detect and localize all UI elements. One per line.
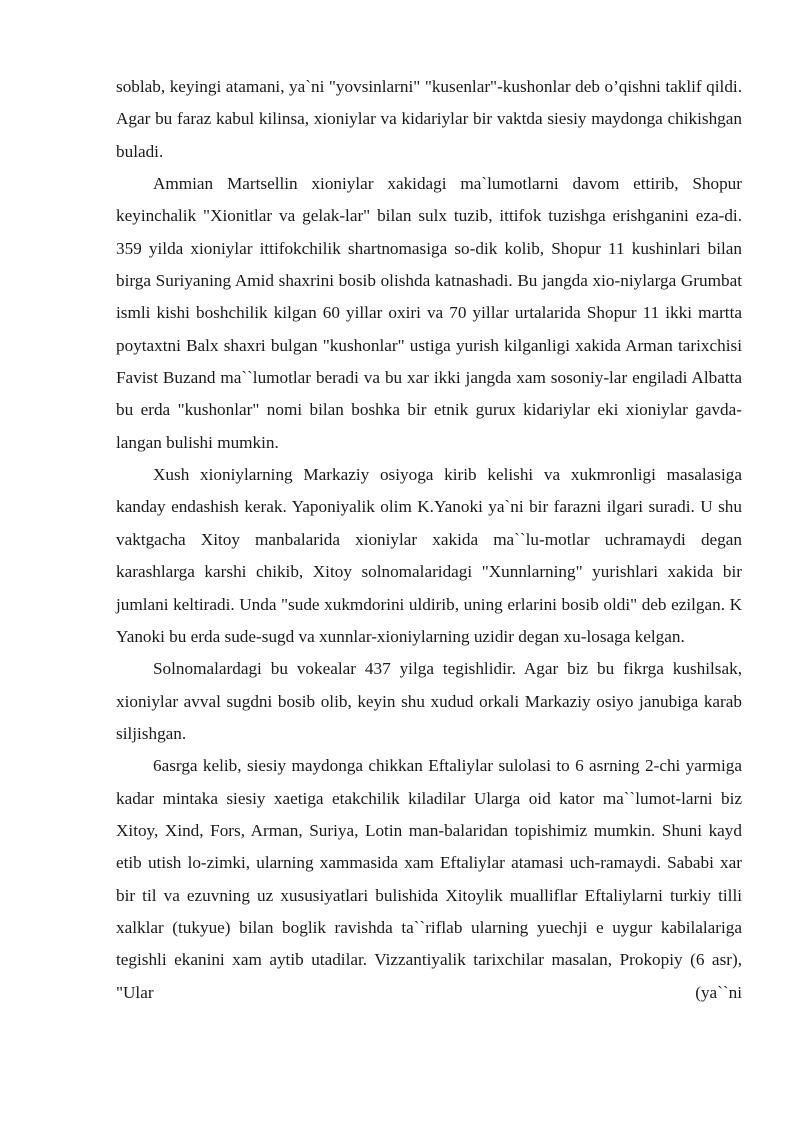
paragraph-3: Xush xioniylarning Markaziy osiyoga kirib kelishi va xukmronligi masalasiga kanday endashish kerak. Yaponiyalik olim K.Yanoki ya`ni bir farazni ilgari suradi. U shu vaktgacha Xitoy manbalarida xioniylar xakida ma``lu-motlar uchramaydi degan karashlarga karshi chikib, Xitoy solnomalaridagi "Xunnlarning" yurishlari xakida bir jumlani keltiradi. Unda "sude xukmdorini uldirib, uning erlarini bosib oldi" deb ezilgan. K Yanoki bu erda sude-sugd va xunnlar-xioniylarning uzidir degan xu-losaga kelgan. xyxy=(116,465,742,646)
paragraph-5: 6asrga kelib, siesiy maydonga chikkan Eftaliylar sulolasi to 6 asrning 2-chi yarmiga kadar mintaka siesiy xaetiga etakchilik kiladilar Ularga oid kator ma``lumot-larni biz Xitoy, Xind, Fors, Arman, Suriya, Lotin man-balaridan topishimiz mumkin. Shuni kayd etib utish lo-zimki, ularning xammasida xam Eftaliylar atamasi uch-ramaydi. Sababi xar bir til va ezuvning uz xususiyatlari bulishida Xitoylik mualliflar Eftaliylarni turkiy tilli xalklar (tukyue) bilan boglik ravishda ta``riflab ularning yuechji e uygur kabilalariga tegishli ekanini xam aytib utadilar. Vizzantiyalik tarixchilar masalan, Prokopiy (6 asr), "Ular (ya``ni xyxy=(116,756,742,1002)
paragraph-4: Solnomalardagi bu vokealar 437 yilga tegishlidir. Agar biz bu fikrga kushilsak, xioniylar avval sugdni bosib olib, keyin shu xudud orkali Markaziy osiyo janubiga karab siljishgan. xyxy=(116,659,742,743)
paragraph-2: Ammian Martsellin xioniylar xakidagi ma`lumotlarni davom ettirib, Shopur keyinchalik "Xionitlar va gelak-lar" bilan sulx tuzib, ittifok tuzishga erishganini eza-di. 359 yilda xioniylar ittifokchilik shartnomasiga so-dik kolib, Shopur 11 kushinlari bilan birga Suriyaning Amid shaxrini bosib olishda katnashadi. Bu jangda xio-niylarga Grumbat ismli kishi boshchilik kilgan 60 yillar oxiri va 70 yillar urtalarida Shopur 11 ikki martta poytaxtni Balx shaxri bulgan "kushonlar" ustiga yurish kilganligi xakida Arman tarixchisi Favist Buzand ma``lumotlar beradi va bu xar ikki jangda xam sosoniy-lar engiladi Albatta bu erda "kushonlar" nomi bilan boshka bir etnik gurux kidariylar eki xioniylar gavda-langan bulishi mumkin. xyxy=(116,174,742,452)
document-page xyxy=(116,71,742,1009)
paragraph-1: soblab, keyingi atamani, ya`ni "yovsinlarni" "kusenlar"-kushonlar deb o’qishni taklif qildi. Agar bu faraz kabul kilinsa, xioniylar va kidariylar bir vaktda siesiy maydonga chikishgan buladi. xyxy=(116,77,742,161)
